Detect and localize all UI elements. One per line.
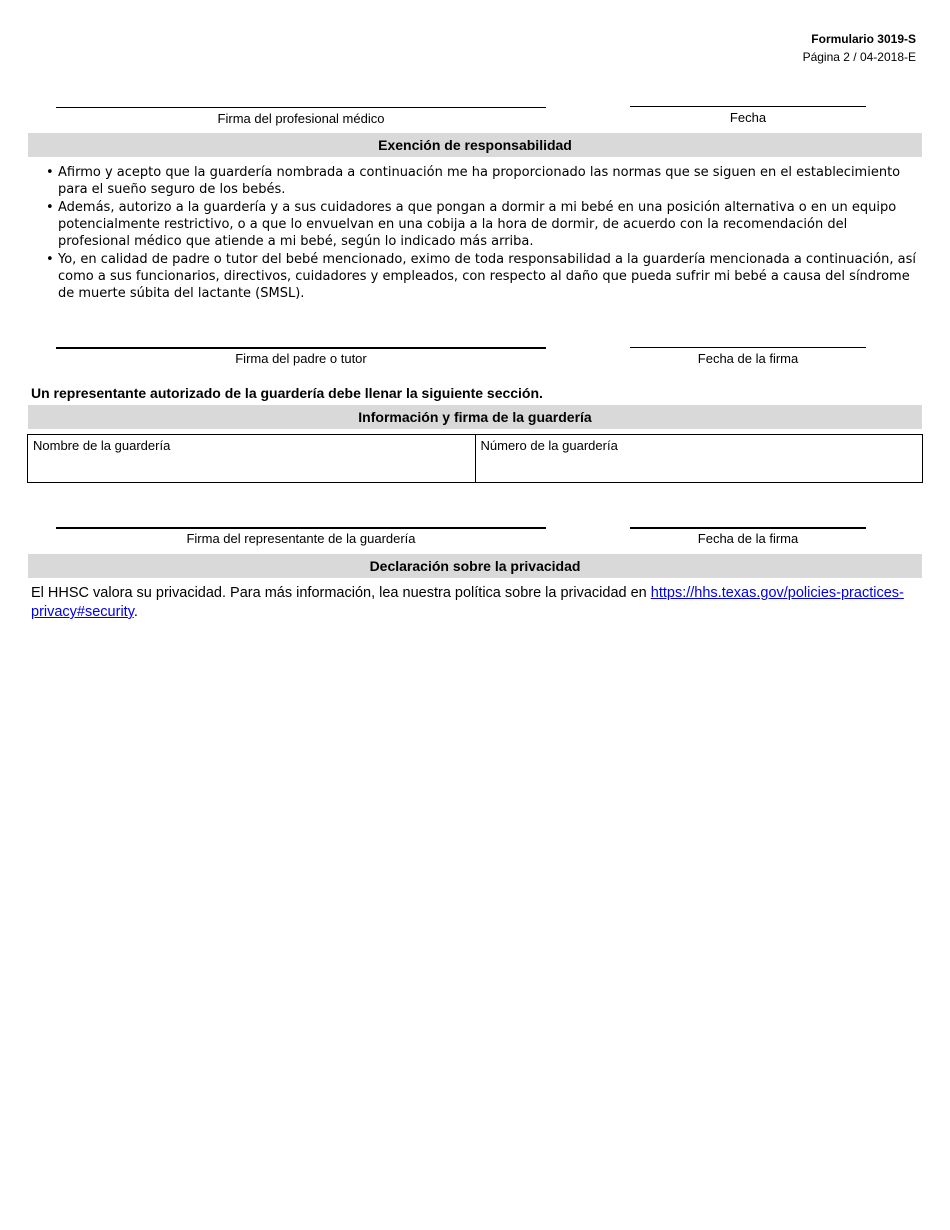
medical-date-line[interactable] (630, 106, 866, 107)
daycare-date-line[interactable] (630, 527, 866, 529)
daycare-signature-label: Firma del representante de la guardería (186, 531, 416, 546)
privacy-statement (31, 584, 916, 622)
privacy-heading: Declaración sobre la privacidad (28, 554, 922, 578)
waiver-list (46, 164, 916, 303)
daycare-instruction: Un representante autorizado de la guardería debe llenar la siguiente sección. (31, 385, 543, 401)
privacy-text: El HHSC valora su privacidad. Para más información, lea nuestra política sobre la privacidad en (31, 585, 651, 601)
privacy-link[interactable]: https://hhs.texas.gov/policies-practices-privacy#security (31, 585, 904, 620)
medical-signature-label: Firma del profesional médico (217, 111, 385, 126)
parent-date-label: Fecha de la firma (697, 351, 799, 366)
daycare-number-field[interactable] (475, 435, 923, 482)
parent-signature-line[interactable] (56, 347, 546, 349)
waiver-item: • Yo, en calidad de padre o tutor del bebé mencionado, eximo de toda responsabilidad a la guardería mencionada a continuación, así como a sus funcionarios, directivos, cuidadores y empleados, con respecto al daño que pueda sufrir mi bebé a causa del síndrome de muerte súbita del lactante (SMSL). (46, 251, 916, 302)
medical-date-label: Fecha (729, 110, 767, 125)
daycare-name-label: Nombre de la guardería (33, 438, 171, 453)
parent-date-line[interactable] (630, 347, 866, 348)
parent-signature-label: Firma del padre o tutor (235, 351, 367, 366)
daycare-heading: Información y firma de la guardería (28, 405, 922, 429)
medical-signature-line[interactable] (56, 107, 546, 108)
waiver-heading: Exención de responsabilidad (28, 133, 922, 157)
waiver-item: • Además, autorizo a la guardería y a sus cuidadores a que pongan a dormir a mi bebé en una posición alternativa o en un equipo potencialmente restrictivo, o a que lo envuelvan en una cobija a la hora de dormir, de acuerdo con la recomendación del profesional médico que atiende a mi bebé, según lo indicado más arriba. (46, 199, 916, 250)
daycare-signature-line[interactable] (56, 527, 546, 529)
privacy-end: . (133, 604, 138, 620)
form-number: Formulario 3019-S (811, 32, 916, 46)
daycare-number-label: Número de la guardería (480, 438, 618, 453)
waiver-item: • Afirmo y acepto que la guardería nombrada a continuación me ha proporcionado las normas que se siguen en el establecimiento para el sueño seguro de los bebés. (46, 164, 916, 198)
daycare-date-label: Fecha de la firma (697, 531, 799, 546)
page-info: Página 2 / 04-2018-E (802, 50, 916, 64)
daycare-name-field[interactable] (28, 435, 475, 482)
daycare-fields (27, 434, 923, 483)
